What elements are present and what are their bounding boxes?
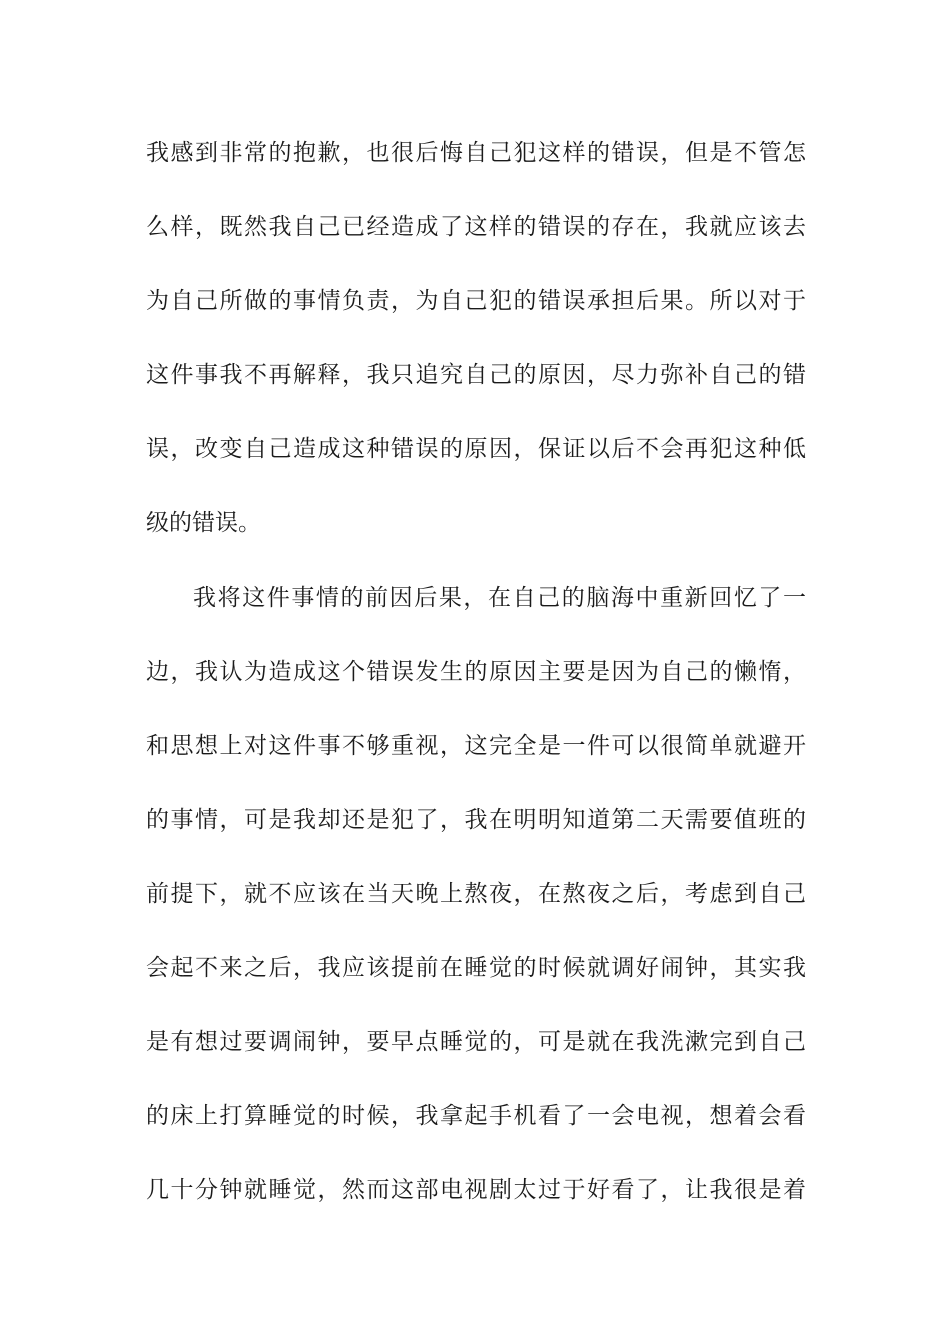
text-line: 会起不来之后，我应该提前在睡觉的时候就调好闹钟，其实我 xyxy=(146,955,806,981)
text-line: 和思想上对这件事不够重视，这完全是一件可以很简单就避开 xyxy=(146,733,806,759)
text-line: 为自己所做的事情负责，为自己犯的错误承担后果。所以对于 xyxy=(146,288,806,314)
text-line: 我将这件事情的前因后果，在自己的脑海中重新回忆了一 xyxy=(193,585,806,611)
text-line: 是有想过要调闹钟，要早点睡觉的，可是就在我洗漱完到自己 xyxy=(146,1029,806,1055)
text-line: 误，改变自己造成这种错误的原因，保证以后不会再犯这种低 xyxy=(146,436,806,462)
text-line: 这件事我不再解释，我只追究自己的原因，尽力弥补自己的错 xyxy=(146,362,806,388)
text-line: 么样，既然我自己已经造成了这样的错误的存在，我就应该去 xyxy=(146,214,806,240)
text-line: 我感到非常的抱歉，也很后悔自己犯这样的错误，但是不管怎 xyxy=(146,140,806,166)
text-line: 边，我认为造成这个错误发生的原因主要是因为自己的懒惰， xyxy=(146,659,806,685)
text-line: 几十分钟就睡觉，然而这部电视剧太过于好看了，让我很是着 xyxy=(146,1177,806,1203)
text-line: 前提下，就不应该在当天晚上熬夜，在熬夜之后，考虑到自己 xyxy=(146,881,806,907)
text-line: 级的错误。 xyxy=(146,510,261,536)
text-line: 的事情，可是我却还是犯了，我在明明知道第二天需要值班的 xyxy=(146,807,806,833)
text-line: 的床上打算睡觉的时候，我拿起手机看了一会电视，想着会看 xyxy=(146,1103,806,1129)
